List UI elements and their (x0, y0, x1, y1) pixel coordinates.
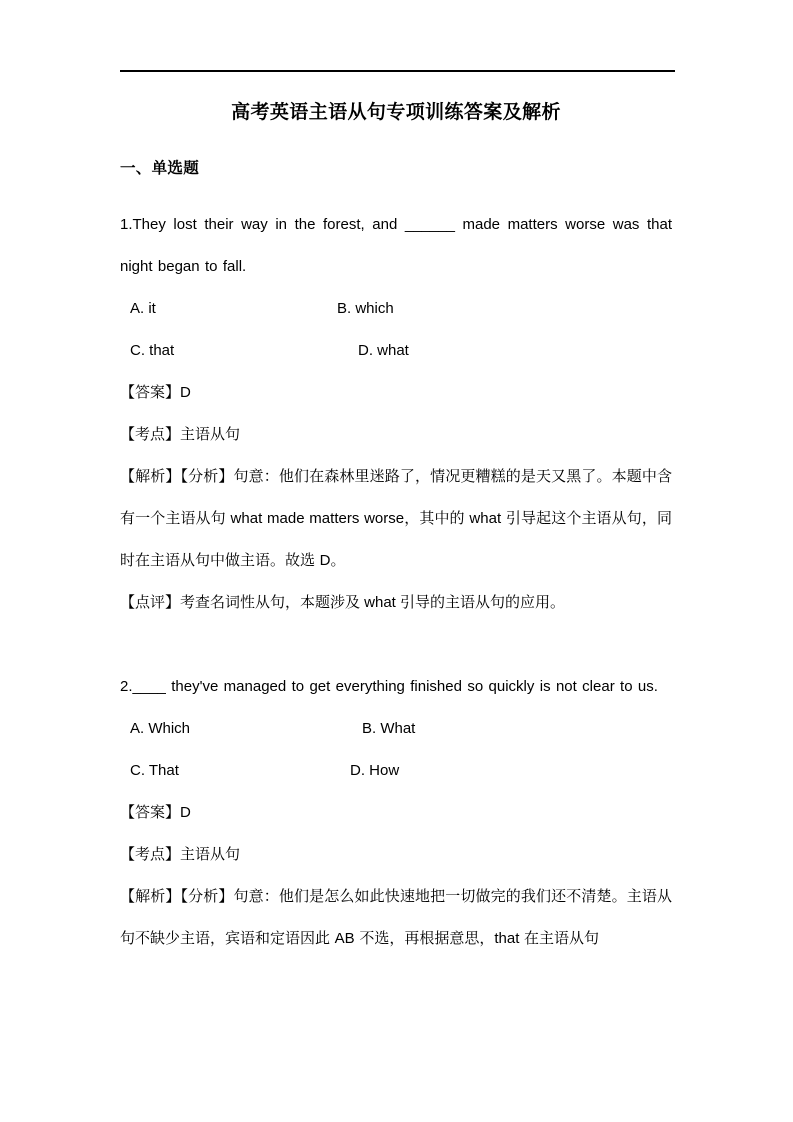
header-divider (120, 70, 675, 72)
question-2-option-d[interactable]: D. How (350, 762, 400, 779)
question-2-options (120, 708, 672, 792)
question-2-analysis: 【解析】【分析】句意：他们是怎么如此快速地把一切做完的我们还不清楚。主语从句不缺少主语，宾语和定语因此 AB 不选，再根据意思，that 在主语从句 (120, 888, 672, 947)
block-spacer (120, 624, 672, 666)
question-1-stem: 1.They lost their way in the forest, and ______ made matters worse was that night began to fall. (120, 216, 672, 275)
question-2-option-a[interactable]: A. Which (130, 720, 191, 737)
section-heading-multiple-choice: 一、单选题 (120, 160, 200, 177)
question-1-option-c[interactable]: C. that (130, 342, 175, 359)
question-1-options-row-2 (120, 330, 672, 372)
question-1-options (120, 288, 672, 372)
question-1-option-b[interactable]: B. which (337, 300, 394, 317)
page-title: 高考英语主语从句专项训练答案及解析 (231, 102, 561, 123)
question-1-comment: 【点评】考查名词性从句，本题涉及 what 引导的主语从句的应用。 (120, 594, 566, 611)
document-content (120, 92, 672, 960)
question-2-stem: 2.____ they've managed to get everything finished so quickly is not clear to us. (120, 678, 658, 695)
question-block-1 (120, 204, 672, 624)
question-1-option-a[interactable]: A. it (130, 300, 156, 317)
question-1-options-row-1 (120, 288, 672, 330)
question-1-option-d[interactable]: D. what (358, 342, 409, 359)
question-2-options-row-1 (120, 708, 672, 750)
question-2-option-b[interactable]: B. What (362, 720, 416, 737)
question-1-answer: 【答案】D (120, 384, 191, 401)
question-1-analysis: 【解析】【分析】句意：他们在森林里迷路了，情况更糟糕的是天又黑了。本题中含有一个主语从句 what made matters worse，其中的 what 引导起这个主语从句，同时在主语从句中做主语。故选 D。 (120, 468, 672, 569)
question-2-options-row-2 (120, 750, 672, 792)
question-1-knowledge-point: 【考点】主语从句 (120, 426, 241, 443)
question-2-knowledge-point: 【考点】主语从句 (120, 846, 241, 863)
question-2-answer: 【答案】D (120, 804, 191, 821)
question-2-option-c[interactable]: C. That (130, 762, 179, 779)
question-block-2 (120, 666, 672, 960)
